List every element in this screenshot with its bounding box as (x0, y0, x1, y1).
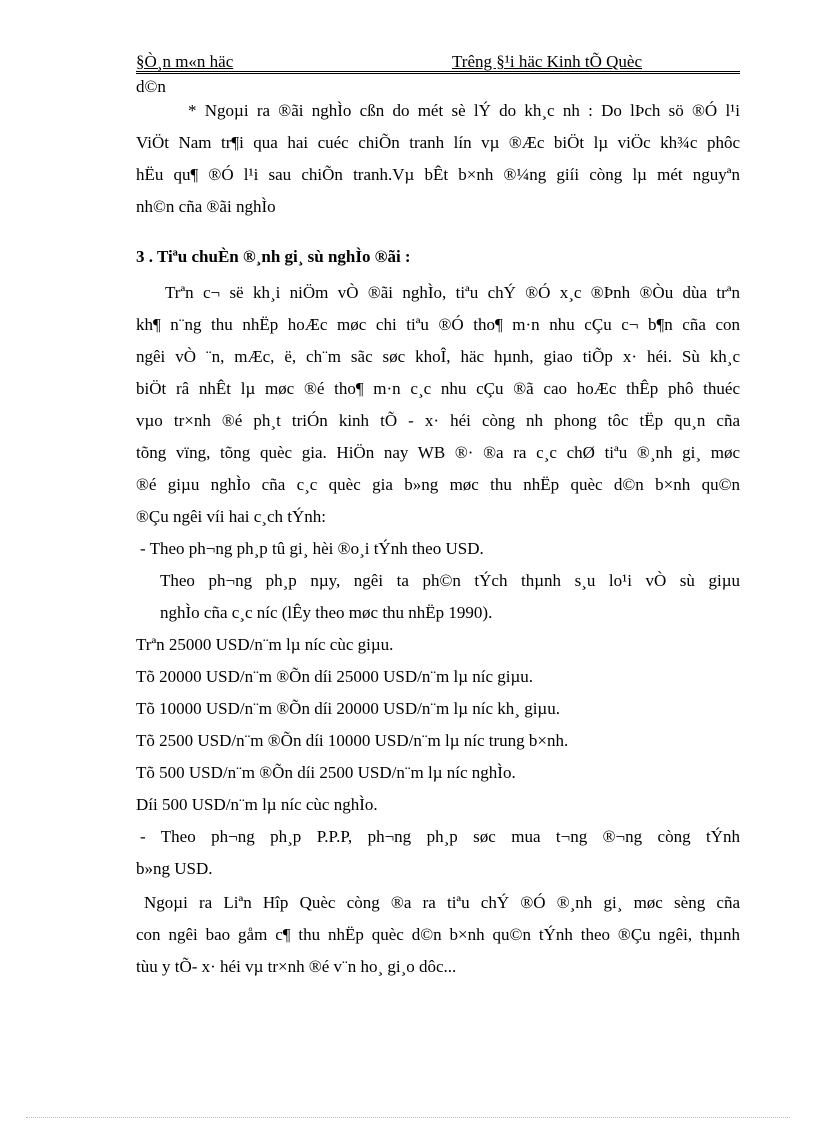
paragraph-line: biÖt râ nhÊt lµ møc ®é tho¶ m·n c¸c nhu cÇu ®ã cao hoÆc thÊp phô thuéc (136, 379, 740, 398)
list-item: - Theo ph¬ng ph¸p P.P.P, ph¬ng ph¸p søc mua t¬ng ®¬ng còng tÝnh (140, 827, 740, 846)
paragraph-line: kh¶ n¨ng thu nhËp hoÆc møc chi tiªu ®Ó tho¶ m·n nhu cÇu c¬ b¶n cña con (136, 315, 740, 334)
income-tier-line: Tõ 500 USD/n¨m ®Õn díi 2500 USD/n¨m lµ níc nghÌo. (136, 763, 516, 782)
paragraph-line: Trªn c¬ së kh¸i niÖm vÒ ®ãi nghÌo, tiªu chÝ ®Ó x¸c ®Þnh ®Òu dùa trªn (165, 283, 740, 302)
paragraph-line: hËu qu¶ ®Ó l¹i sau chiÕn tranh.Vµ bÊt b×nh ®¼ng giíi còng lµ mét nguyªn (136, 165, 740, 184)
paragraph-line: * Ngoµi ra ®ãi nghÌo cßn do mét sè lÝ do kh¸c nh : Do lÞch sö ®Ó l¹i (188, 101, 740, 120)
paragraph-line: con ngêi bao gåm c¶ thu nhËp quèc d©n b×nh qu©n tÝnh theo ®Çu ngêi, thµnh (136, 925, 740, 944)
income-tier-line: Tõ 2500 USD/n¨m ®Õn díi 10000 USD/n¨m lµ níc trung b×nh. (136, 731, 569, 750)
page-bottom-divider (26, 1117, 790, 1118)
paragraph-line: ViÖt Nam tr¶i qua hai cuéc chiÕn tranh lín vµ ®Æc biÖt lµ viÖc kh¾c phôc (136, 133, 740, 152)
income-tier-line: Tõ 10000 USD/n¨m ®Õn díi 20000 USD/n¨m lµ níc kh¸ giµu. (136, 699, 560, 718)
header-rule-double (136, 73, 740, 74)
paragraph-line: ®Çu ngêi víi hai c¸ch tÝnh: (136, 507, 326, 526)
income-tier-line: Díi 500 USD/n¨m lµ níc cùc nghÌo. (136, 795, 378, 814)
paragraph-line: tõng vïng, tõng quèc gia. HiÖn nay WB ®· ®a ra c¸c chØ tiªu ®¸nh gi¸ møc (136, 443, 740, 462)
paragraph-line: ngêi vÒ ¨n, mÆc, ë, ch¨m sãc søc khoÎ, häc hµnh, giao tiÕp x· héi. Sù kh¸c (136, 347, 740, 366)
header-rule (136, 71, 740, 72)
header-course-title: §Ò¸n m«n häc (136, 52, 234, 71)
paragraph-line: Theo ph¬ng ph¸p nµy, ngêi ta ph©n tÝch thµnh s¸u lo¹i vÒ sù giµu (160, 571, 740, 590)
paragraph-line: nh©n cña ®ãi nghÌo (136, 197, 276, 216)
list-item: - Theo ph¬ng ph¸p tû gi¸ hèi ®o¸i tÝnh theo USD. (140, 539, 484, 558)
paragraph-line: tùu y tÕ- x· héi vµ tr×nh ®é v¨n ho¸ gi¸o dôc... (136, 957, 457, 976)
section-heading: 3 . Tiªu chuÈn ®¸nh gi¸ sù nghÌo ®ãi : (136, 247, 411, 266)
income-tier-line: Trªn 25000 USD/n¨m lµ níc cùc giµu. (136, 635, 394, 654)
paragraph-line: vµo tr×nh ®é ph¸t triÓn kinh tÕ - x· héi còng nh phong tôc tËp qu¸n cña (136, 411, 740, 430)
income-tier-line: Tõ 20000 USD/n¨m ®Õn díi 25000 USD/n¨m lµ níc giµu. (136, 667, 534, 686)
paragraph-line: Ngoµi ra Liªn Hîp Quèc còng ®a ra tiªu chÝ ®Ó ®¸nh gi¸ møc sèng cña (144, 893, 740, 912)
paragraph-line: b»ng USD. (136, 859, 213, 878)
paragraph-line: nghÌo cña c¸c níc (lÊy theo møc thu nhËp 1990). (160, 603, 493, 622)
header-continuation: d©n (136, 77, 166, 96)
header-university-name: Trêng §¹i häc Kinh tÕ Quèc (452, 52, 643, 71)
page-header (136, 52, 740, 74)
paragraph-line: ®é giµu nghÌo cña c¸c quèc gia b»ng møc thu nhËp quèc d©n b×nh qu©n (136, 475, 740, 494)
